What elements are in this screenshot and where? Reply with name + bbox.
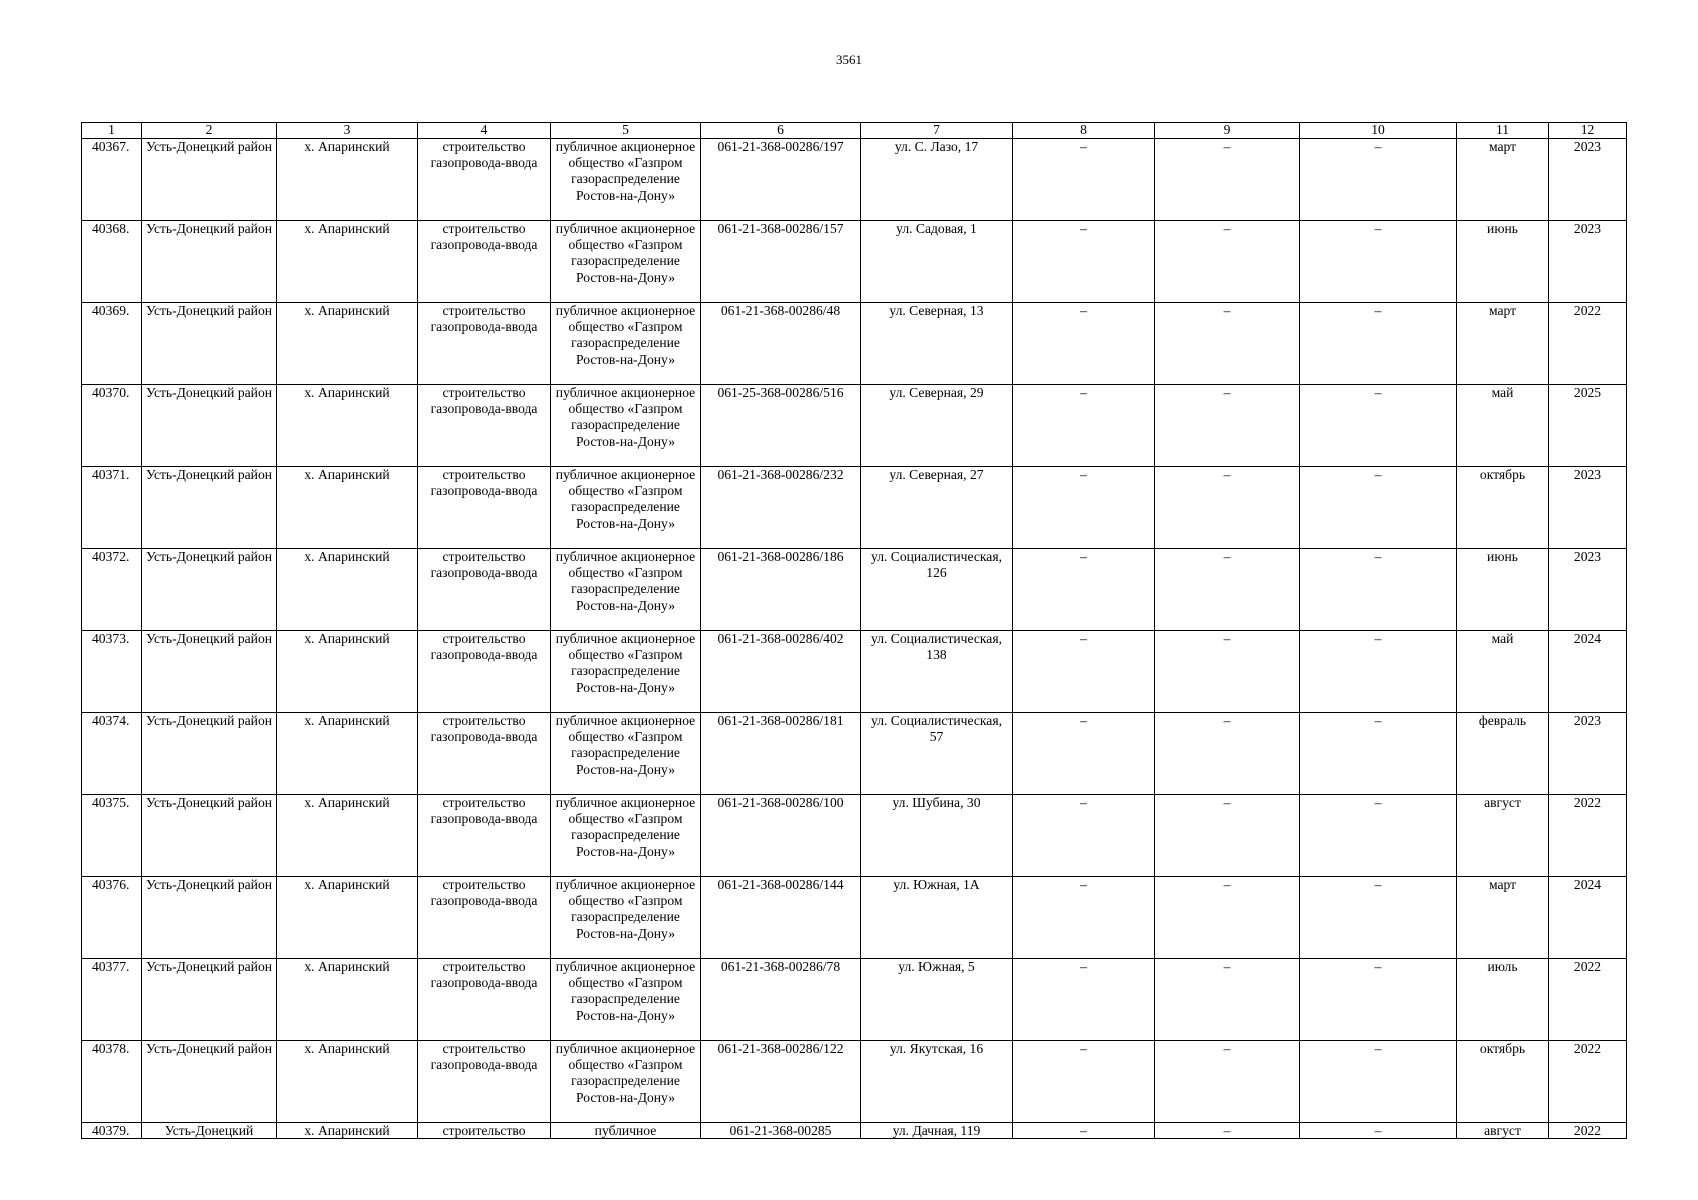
month-cell: май [1457, 631, 1549, 713]
col10-cell: – [1300, 549, 1457, 631]
table-row [82, 221, 1627, 303]
table-body [82, 139, 1627, 1139]
year-cell: 2023 [1549, 467, 1627, 549]
col9-cell: – [1155, 877, 1300, 959]
col10-cell: – [1300, 467, 1457, 549]
work-type-cell: строительство газопровода-ввода [418, 221, 551, 303]
record-number: 40377. [82, 959, 142, 1041]
col9-cell: – [1155, 1123, 1300, 1139]
code-cell: 061-21-368-00286/197 [701, 139, 861, 221]
table-row [82, 385, 1627, 467]
record-number: 40368. [82, 221, 142, 303]
settlement-cell: х. Апаринский [277, 795, 418, 877]
col9-cell: – [1155, 631, 1300, 713]
organization-cell: публичное акционерное общество «Газпром газораспределение Ростов-на-Дону» [551, 303, 701, 385]
month-cell: июнь [1457, 221, 1549, 303]
col10-cell: – [1300, 795, 1457, 877]
code-cell: 061-21-368-00286/181 [701, 713, 861, 795]
record-number: 40378. [82, 1041, 142, 1123]
district-cell: Усть-Донецкий район [142, 467, 277, 549]
address-cell: ул. Дачная, 119 [861, 1123, 1013, 1139]
month-cell: октябрь [1457, 467, 1549, 549]
settlement-cell: х. Апаринский [277, 877, 418, 959]
col10-cell: – [1300, 1123, 1457, 1139]
record-number: 40376. [82, 877, 142, 959]
record-number: 40375. [82, 795, 142, 877]
col10-cell: – [1300, 877, 1457, 959]
code-cell: 061-21-368-00285 [701, 1123, 861, 1139]
year-cell: 2024 [1549, 631, 1627, 713]
col8-cell: – [1013, 139, 1155, 221]
col8-cell: – [1013, 467, 1155, 549]
col9-cell: – [1155, 795, 1300, 877]
year-cell: 2022 [1549, 1123, 1627, 1139]
col10-cell: – [1300, 385, 1457, 467]
record-number: 40373. [82, 631, 142, 713]
col8-cell: – [1013, 877, 1155, 959]
table-row [82, 713, 1627, 795]
work-type-cell: строительство газопровода-ввода [418, 385, 551, 467]
column-number-12: 12 [1549, 123, 1627, 139]
address-cell: ул. С. Лазо, 17 [861, 139, 1013, 221]
record-number: 40372. [82, 549, 142, 631]
col9-cell: – [1155, 713, 1300, 795]
table-row [82, 1123, 1627, 1139]
col8-cell: – [1013, 795, 1155, 877]
col10-cell: – [1300, 303, 1457, 385]
organization-cell: публичное акционерное общество «Газпром газораспределение Ростов-на-Дону» [551, 959, 701, 1041]
settlement-cell: х. Апаринский [277, 139, 418, 221]
code-cell: 061-21-368-00286/122 [701, 1041, 861, 1123]
column-number-row [82, 123, 1627, 139]
month-cell: август [1457, 795, 1549, 877]
col8-cell: – [1013, 385, 1155, 467]
year-cell: 2023 [1549, 221, 1627, 303]
registry-table [81, 122, 1627, 1139]
work-type-cell: строительство газопровода-ввода [418, 713, 551, 795]
col9-cell: – [1155, 1041, 1300, 1123]
month-cell: февраль [1457, 713, 1549, 795]
record-number: 40371. [82, 467, 142, 549]
year-cell: 2025 [1549, 385, 1627, 467]
column-number-7: 7 [861, 123, 1013, 139]
col10-cell: – [1300, 221, 1457, 303]
work-type-cell: строительство газопровода-ввода [418, 303, 551, 385]
district-cell: Усть-Донецкий район [142, 221, 277, 303]
code-cell: 061-21-368-00286/232 [701, 467, 861, 549]
year-cell: 2023 [1549, 549, 1627, 631]
organization-cell: публичное акционерное общество «Газпром газораспределение Ростов-на-Дону» [551, 877, 701, 959]
district-cell: Усть-Донецкий район [142, 303, 277, 385]
organization-cell: публичное акционерное общество «Газпром газораспределение Ростов-на-Дону» [551, 795, 701, 877]
year-cell: 2023 [1549, 713, 1627, 795]
record-number: 40369. [82, 303, 142, 385]
col8-cell: – [1013, 549, 1155, 631]
address-cell: ул. Социалистическая, 57 [861, 713, 1013, 795]
column-number-3: 3 [277, 123, 418, 139]
col8-cell: – [1013, 959, 1155, 1041]
organization-cell: публичное акционерное общество «Газпром газораспределение Ростов-на-Дону» [551, 467, 701, 549]
month-cell: август [1457, 1123, 1549, 1139]
organization-cell: публичное акционерное общество «Газпром газораспределение Ростов-на-Дону» [551, 1041, 701, 1123]
table-row [82, 467, 1627, 549]
work-type-cell: строительство газопровода-ввода [418, 467, 551, 549]
organization-cell: публичное акционерное общество «Газпром газораспределение Ростов-на-Дону» [551, 221, 701, 303]
settlement-cell: х. Апаринский [277, 1123, 418, 1139]
month-cell: март [1457, 877, 1549, 959]
column-number-9: 9 [1155, 123, 1300, 139]
column-number-2: 2 [142, 123, 277, 139]
col9-cell: – [1155, 303, 1300, 385]
table-row [82, 139, 1627, 221]
address-cell: ул. Южная, 1А [861, 877, 1013, 959]
district-cell: Усть-Донецкий район [142, 549, 277, 631]
district-cell: Усть-Донецкий район [142, 1041, 277, 1123]
address-cell: ул. Шубина, 30 [861, 795, 1013, 877]
col8-cell: – [1013, 303, 1155, 385]
address-cell: ул. Южная, 5 [861, 959, 1013, 1041]
col9-cell: – [1155, 385, 1300, 467]
code-cell: 061-21-368-00286/186 [701, 549, 861, 631]
settlement-cell: х. Апаринский [277, 1041, 418, 1123]
settlement-cell: х. Апаринский [277, 385, 418, 467]
month-cell: март [1457, 303, 1549, 385]
col10-cell: – [1300, 1041, 1457, 1123]
year-cell: 2022 [1549, 303, 1627, 385]
column-number-4: 4 [418, 123, 551, 139]
work-type-cell: строительство газопровода-ввода [418, 795, 551, 877]
settlement-cell: х. Апаринский [277, 467, 418, 549]
organization-cell: публичное [551, 1123, 701, 1139]
month-cell: октябрь [1457, 1041, 1549, 1123]
table-row [82, 631, 1627, 713]
address-cell: ул. Якутская, 16 [861, 1041, 1013, 1123]
district-cell: Усть-Донецкий район [142, 959, 277, 1041]
year-cell: 2023 [1549, 139, 1627, 221]
table-row [82, 303, 1627, 385]
district-cell: Усть-Донецкий район [142, 877, 277, 959]
work-type-cell: строительство газопровода-ввода [418, 1041, 551, 1123]
code-cell: 061-21-368-00286/78 [701, 959, 861, 1041]
month-cell: март [1457, 139, 1549, 221]
column-number-6: 6 [701, 123, 861, 139]
year-cell: 2022 [1549, 795, 1627, 877]
col10-cell: – [1300, 959, 1457, 1041]
column-number-10: 10 [1300, 123, 1457, 139]
year-cell: 2022 [1549, 959, 1627, 1041]
col8-cell: – [1013, 631, 1155, 713]
month-cell: май [1457, 385, 1549, 467]
col9-cell: – [1155, 139, 1300, 221]
table-row [82, 795, 1627, 877]
col9-cell: – [1155, 959, 1300, 1041]
year-cell: 2024 [1549, 877, 1627, 959]
col9-cell: – [1155, 467, 1300, 549]
column-number-8: 8 [1013, 123, 1155, 139]
record-number: 40379. [82, 1123, 142, 1139]
table-row [82, 959, 1627, 1041]
settlement-cell: х. Апаринский [277, 549, 418, 631]
organization-cell: публичное акционерное общество «Газпром газораспределение Ростов-на-Дону» [551, 713, 701, 795]
code-cell: 061-21-368-00286/48 [701, 303, 861, 385]
address-cell: ул. Социалистическая, 138 [861, 631, 1013, 713]
column-number-5: 5 [551, 123, 701, 139]
organization-cell: публичное акционерное общество «Газпром газораспределение Ростов-на-Дону» [551, 139, 701, 221]
year-cell: 2022 [1549, 1041, 1627, 1123]
settlement-cell: х. Апаринский [277, 959, 418, 1041]
work-type-cell: строительство газопровода-ввода [418, 877, 551, 959]
col8-cell: – [1013, 1041, 1155, 1123]
code-cell: 061-21-368-00286/144 [701, 877, 861, 959]
col8-cell: – [1013, 221, 1155, 303]
work-type-cell: строительство газопровода-ввода [418, 959, 551, 1041]
address-cell: ул. Социалистическая, 126 [861, 549, 1013, 631]
code-cell: 061-21-368-00286/100 [701, 795, 861, 877]
organization-cell: публичное акционерное общество «Газпром газораспределение Ростов-на-Дону» [551, 385, 701, 467]
page-number: 3561 [836, 52, 862, 67]
district-cell: Усть-Донецкий район [142, 631, 277, 713]
district-cell: Усть-Донецкий район [142, 385, 277, 467]
column-number-1: 1 [82, 123, 142, 139]
work-type-cell: строительство газопровода-ввода [418, 631, 551, 713]
code-cell: 061-21-368-00286/157 [701, 221, 861, 303]
address-cell: ул. Северная, 29 [861, 385, 1013, 467]
settlement-cell: х. Апаринский [277, 303, 418, 385]
col10-cell: – [1300, 139, 1457, 221]
district-cell: Усть-Донецкий район [142, 795, 277, 877]
code-cell: 061-21-368-00286/402 [701, 631, 861, 713]
work-type-cell: строительство газопровода-ввода [418, 549, 551, 631]
col8-cell: – [1013, 1123, 1155, 1139]
organization-cell: публичное акционерное общество «Газпром газораспределение Ростов-на-Дону» [551, 631, 701, 713]
district-cell: Усть-Донецкий район [142, 139, 277, 221]
col9-cell: – [1155, 549, 1300, 631]
record-number: 40367. [82, 139, 142, 221]
col10-cell: – [1300, 631, 1457, 713]
table-row [82, 1041, 1627, 1123]
address-cell: ул. Садовая, 1 [861, 221, 1013, 303]
work-type-cell: строительство [418, 1123, 551, 1139]
settlement-cell: х. Апаринский [277, 713, 418, 795]
col8-cell: – [1013, 713, 1155, 795]
column-number-11: 11 [1457, 123, 1549, 139]
month-cell: июль [1457, 959, 1549, 1041]
record-number: 40374. [82, 713, 142, 795]
work-type-cell: строительство газопровода-ввода [418, 139, 551, 221]
month-cell: июнь [1457, 549, 1549, 631]
table-row [82, 877, 1627, 959]
district-cell: Усть-Донецкий район [142, 713, 277, 795]
district-cell: Усть-Донецкий [142, 1123, 277, 1139]
col10-cell: – [1300, 713, 1457, 795]
address-cell: ул. Северная, 27 [861, 467, 1013, 549]
settlement-cell: х. Апаринский [277, 221, 418, 303]
table-row [82, 549, 1627, 631]
settlement-cell: х. Апаринский [277, 631, 418, 713]
record-number: 40370. [82, 385, 142, 467]
col9-cell: – [1155, 221, 1300, 303]
code-cell: 061-25-368-00286/516 [701, 385, 861, 467]
address-cell: ул. Северная, 13 [861, 303, 1013, 385]
organization-cell: публичное акционерное общество «Газпром газораспределение Ростов-на-Дону» [551, 549, 701, 631]
